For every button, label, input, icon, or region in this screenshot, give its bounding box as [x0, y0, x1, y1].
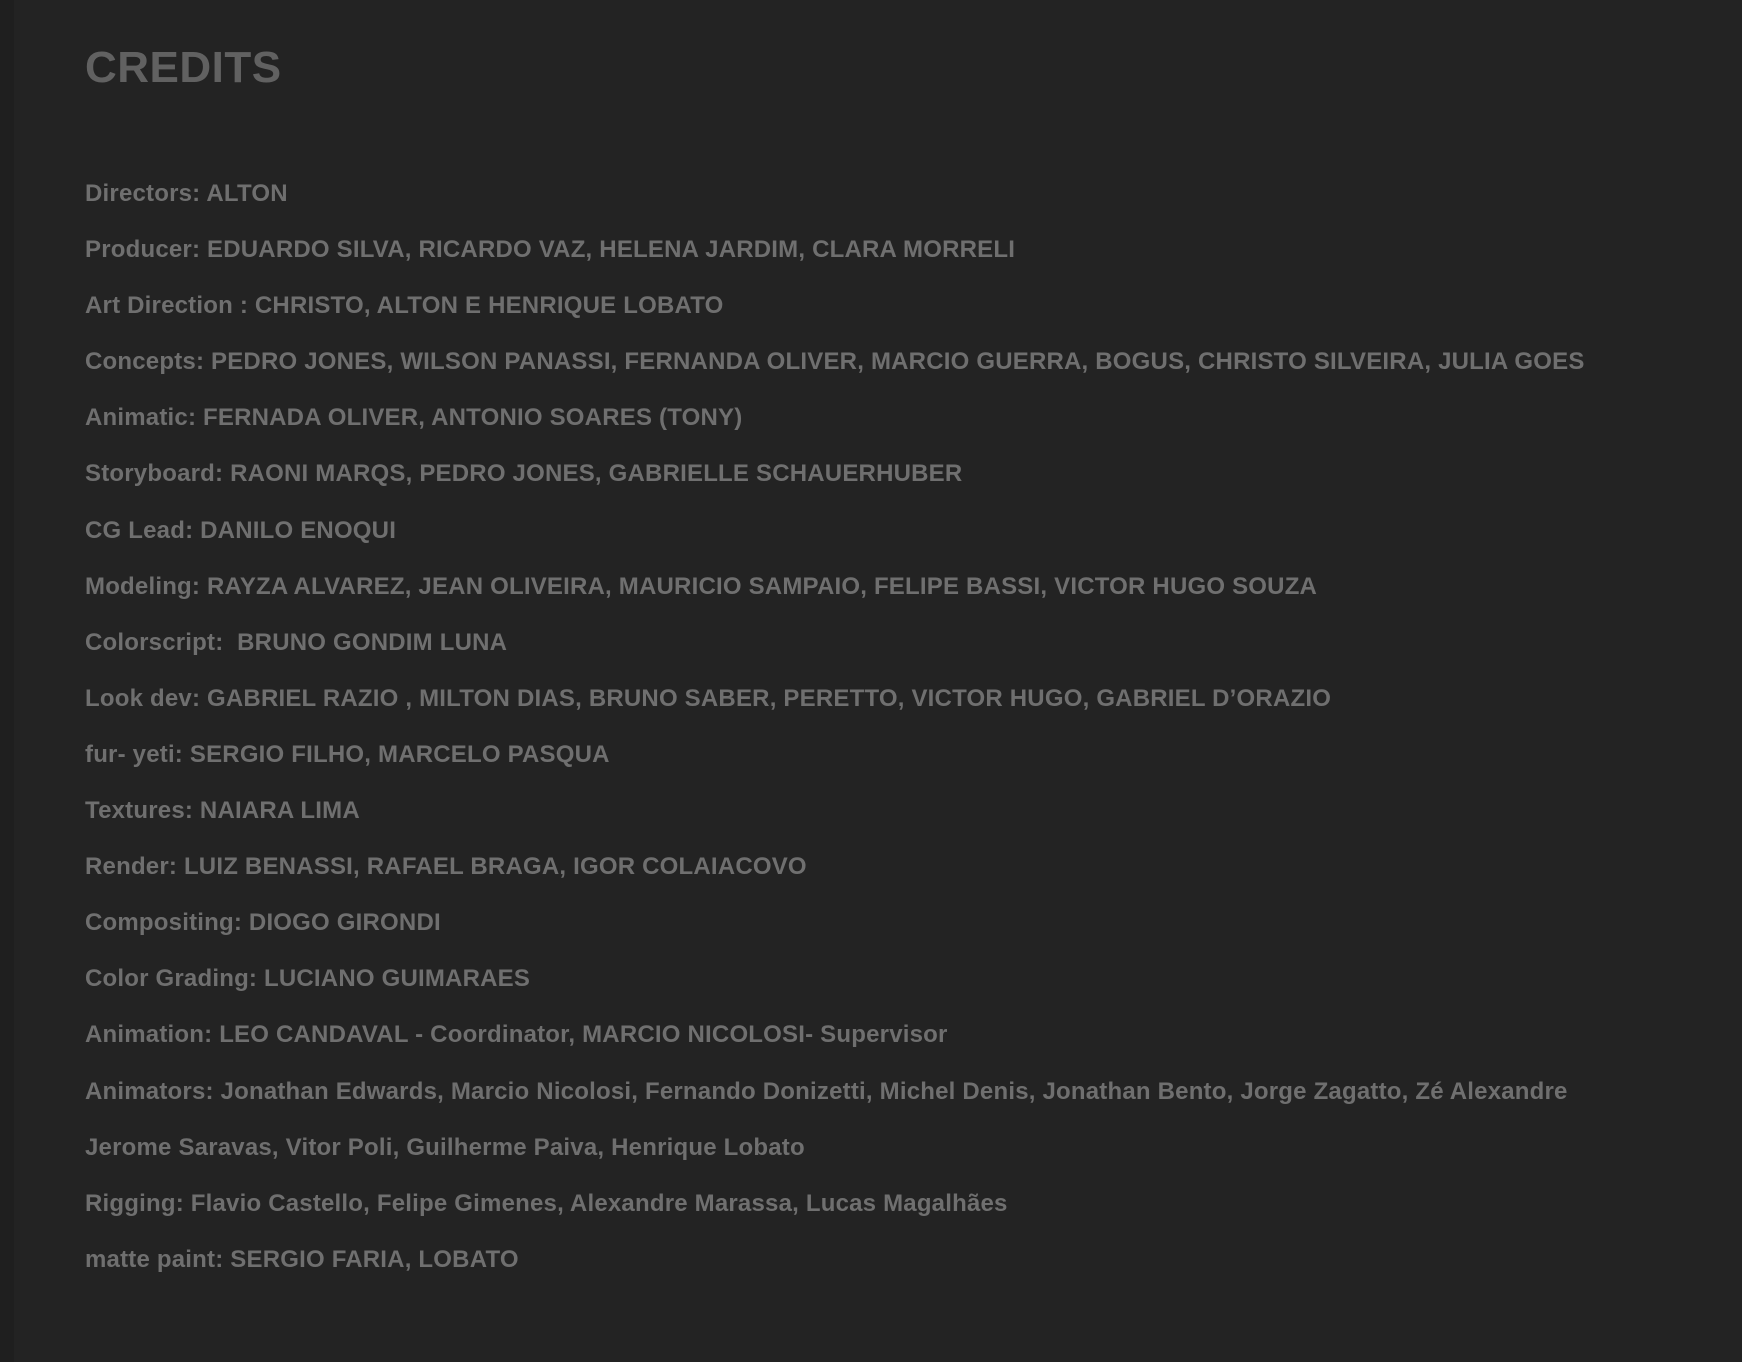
credits-list	[85, 166, 1692, 1288]
credit-line: Art Direction : CHRISTO, ALTON E HENRIQUE LOBATO	[85, 292, 724, 320]
credit-line: fur- yeti: SERGIO FILHO, MARCELO PASQUA	[85, 740, 610, 768]
page-title: CREDITS	[85, 43, 282, 92]
credit-line: Colorscript: BRUNO GONDIM LUNA	[85, 628, 508, 656]
credit-line: Animators: Jonathan Edwards, Marcio Nicolosi, Fernando Donizetti, Michel Denis, Jonathan Bento, Jorge Zagatto, Zé Alexandre	[85, 1077, 1568, 1105]
credit-line: CG Lead: DANILO ENOQUI	[85, 516, 397, 544]
credit-line: Producer: EDUARDO SILVA, RICARDO VAZ, HELENA JARDIM, CLARA MORRELI	[85, 236, 1016, 264]
credit-line: Animatic: FERNADA OLIVER, ANTONIO SOARES (TONY)	[85, 404, 743, 432]
credit-line: Modeling: RAYZA ALVAREZ, JEAN OLIVEIRA, MAURICIO SAMPAIO, FELIPE BASSI, VICTOR HUGO SOUZA	[85, 572, 1318, 600]
left-edge-shade	[0, 0, 14, 1362]
credit-line: Textures: NAIARA LIMA	[85, 797, 360, 825]
credit-line: Look dev: GABRIEL RAZIO , MILTON DIAS, BRUNO SABER, PERETTO, VICTOR HUGO, GABRIEL D’ORAZIO	[85, 684, 1332, 712]
credit-line: Concepts: PEDRO JONES, WILSON PANASSI, FERNANDA OLIVER, MARCIO GUERRA, BOGUS, CHRISTO SILVEIRA, JULIA GOES	[85, 348, 1585, 376]
credit-line: Directors: ALTON	[85, 180, 288, 207]
credit-line: Storyboard: RAONI MARQS, PEDRO JONES, GABRIELLE SCHAUERHUBER	[85, 460, 963, 488]
credit-line: Compositing: DIOGO GIRONDI	[85, 909, 441, 937]
credit-line: Render: LUIZ BENASSI, RAFAEL BRAGA, IGOR COLAIACOVO	[85, 853, 807, 881]
credit-line: Color Grading: LUCIANO GUIMARAES	[85, 965, 531, 993]
credit-line: Animation: LEO CANDAVAL - Coordinator, MARCIO NICOLOSI- Supervisor	[85, 1021, 948, 1049]
credit-line: matte paint: SERGIO FARIA, LOBATO	[85, 1245, 519, 1273]
credit-line: Rigging: Flavio Castello, Felipe Gimenes, Alexandre Marassa, Lucas Magalhães	[85, 1189, 1008, 1217]
credit-line: Jerome Saravas, Vitor Poli, Guilherme Paiva, Henrique Lobato	[85, 1133, 805, 1161]
